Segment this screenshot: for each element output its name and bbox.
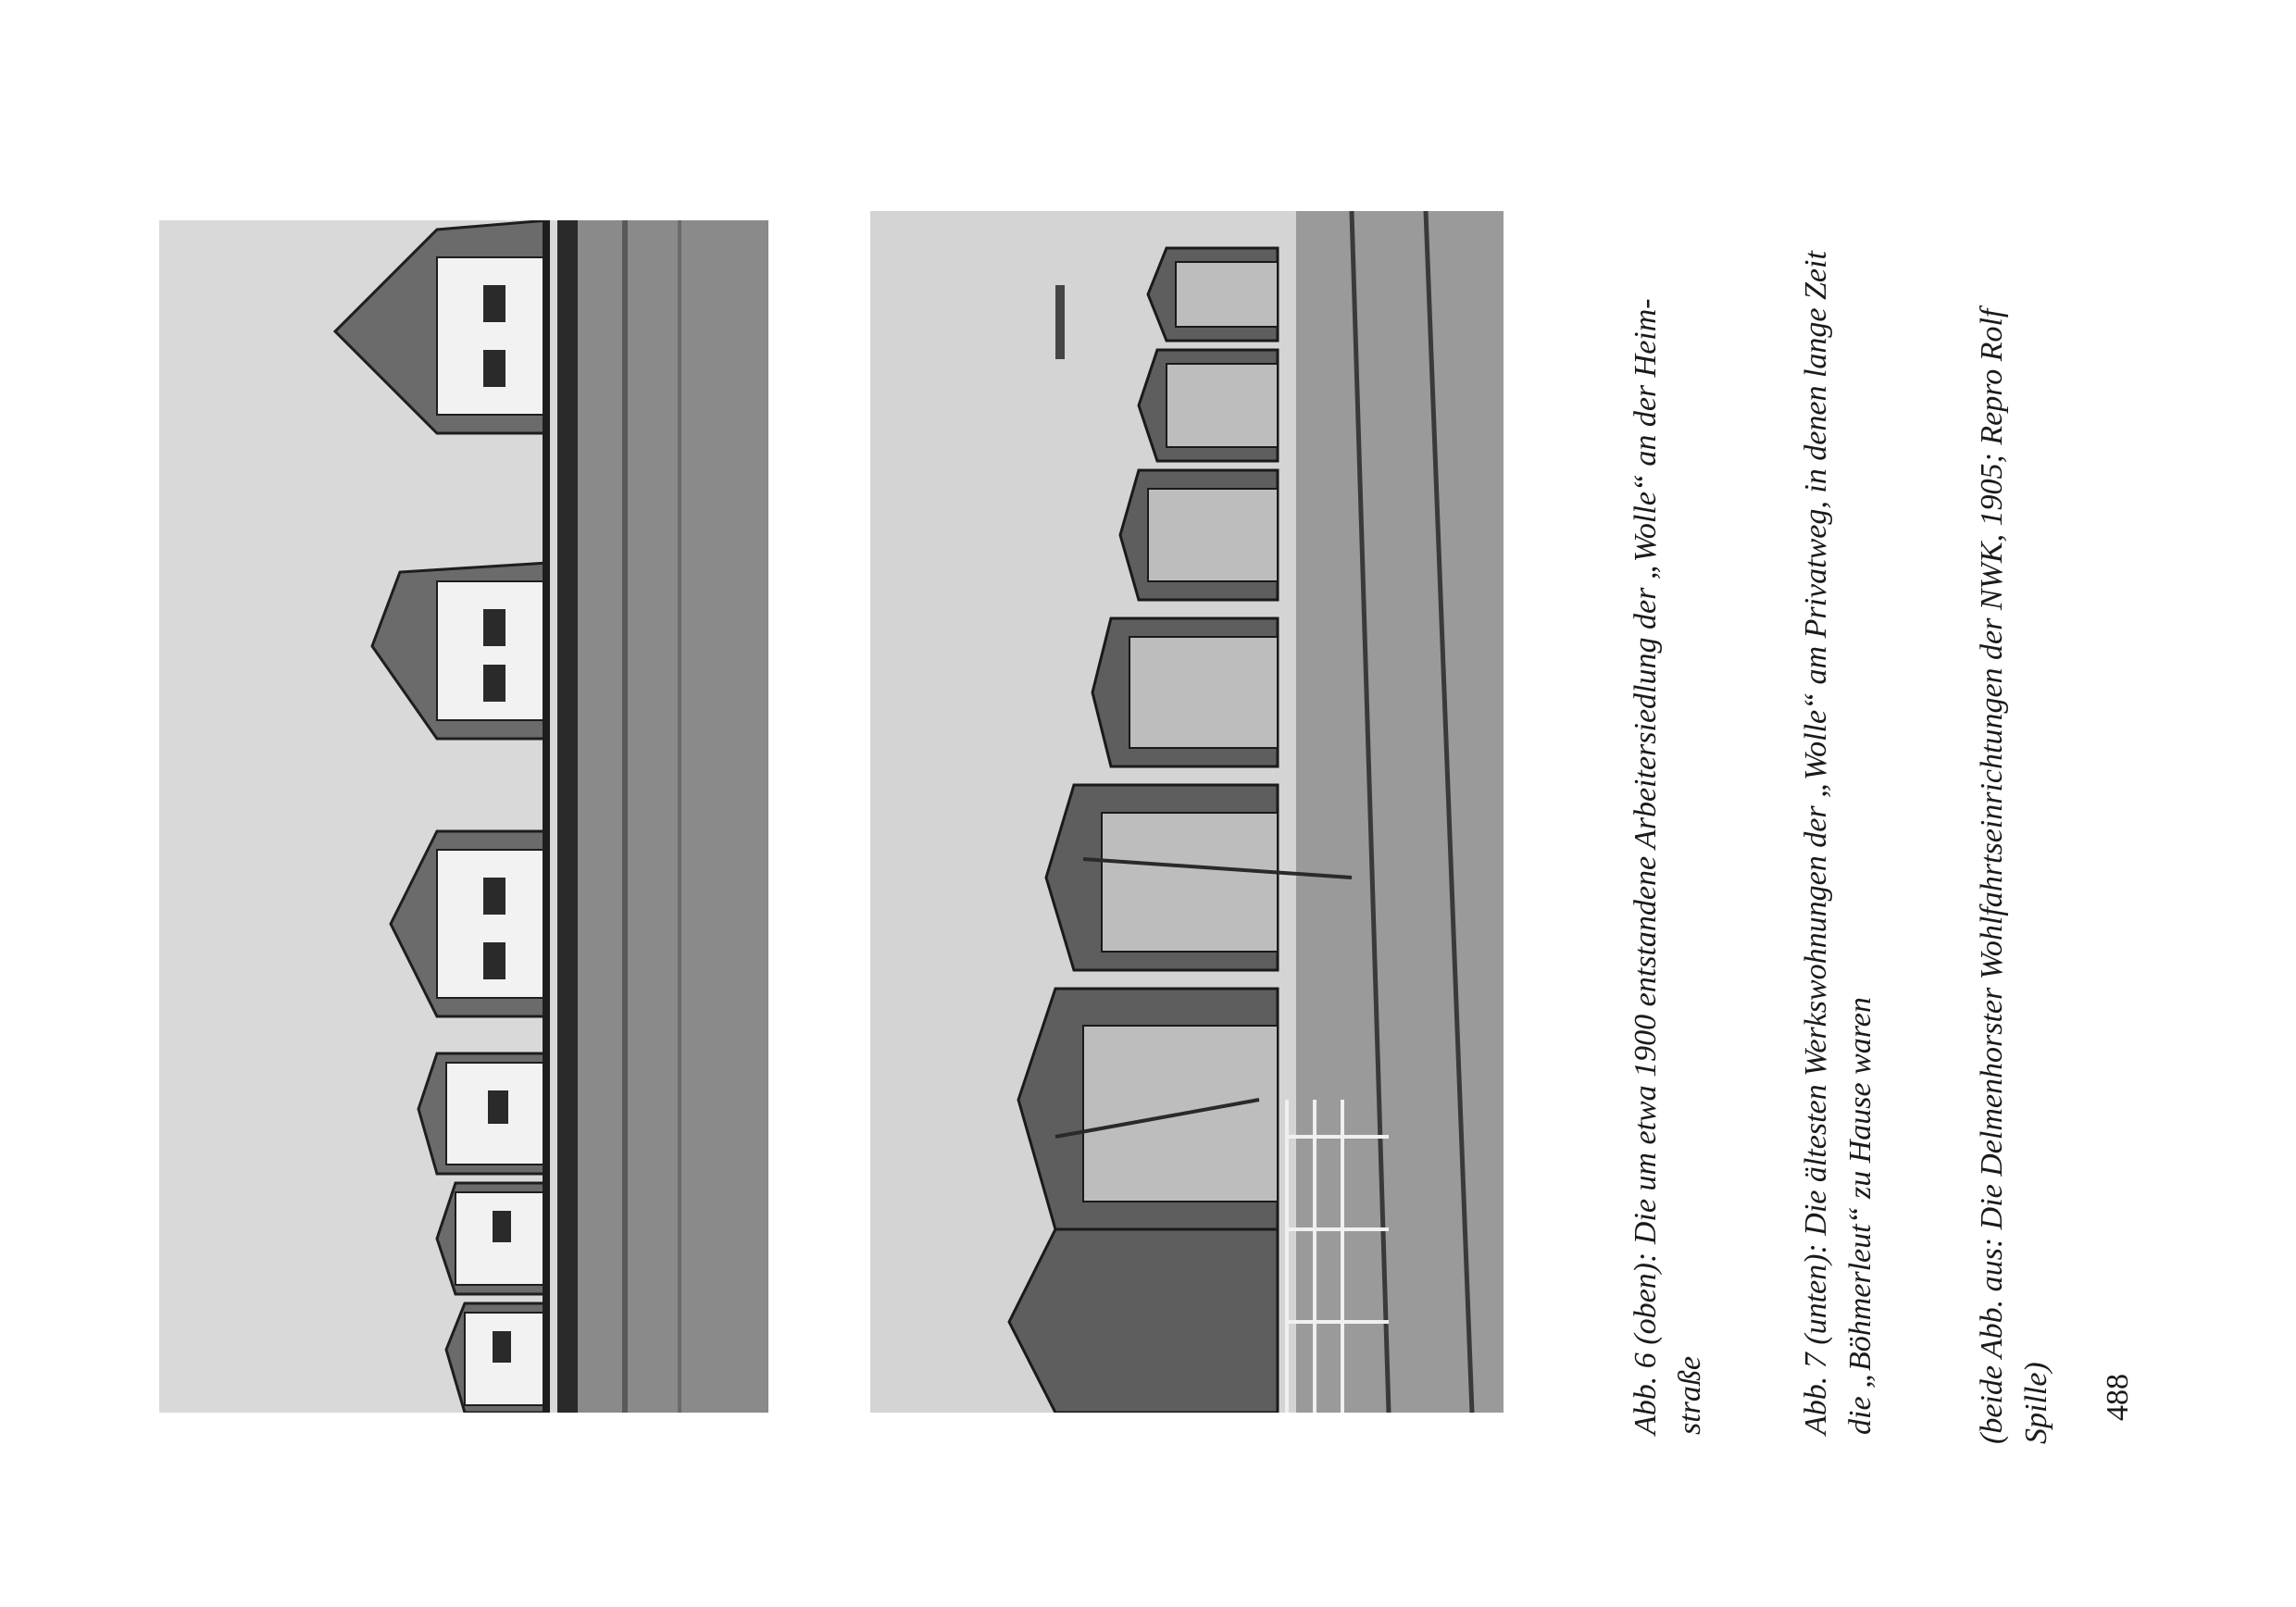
- caption-figure-6-line-2: straße: [1673, 1356, 1707, 1435]
- source-note-line-1: (beide Abb. aus: Die Delmenhorster Wohlfahrtseinrichtungen der NWK, 1905; Repro Rolf: [1975, 308, 2009, 1444]
- caption-figure-6: [1624, 298, 1713, 1435]
- caption-figure-7-line-2: die „Böhmerleut“ zu Hause waren: [1843, 997, 1878, 1435]
- worker-settlement-illustration: [159, 220, 768, 1413]
- caption-figure-6-line-1: Abb. 6 (oben): Die um etwa 1900 entstandene Arbeitersiedlung der „Wolle“ an der Heim-: [1628, 298, 1663, 1435]
- caption-figure-7-line-1: Abb. 7 (unten): Die ältesten Werkswohnungen der „Wolle“ am Privatweg, in denen lange Zeit: [1799, 251, 1833, 1435]
- caption-figure-7: [1794, 251, 1883, 1435]
- page-number: 488: [2101, 1374, 2135, 1421]
- source-note: [1970, 309, 2059, 1444]
- source-note-line-2: Spille): [2019, 1362, 2053, 1444]
- photo-worker-settlement: [159, 220, 768, 1413]
- factory-housing-illustration: [870, 211, 1504, 1413]
- photo-factory-housing: [870, 211, 1504, 1413]
